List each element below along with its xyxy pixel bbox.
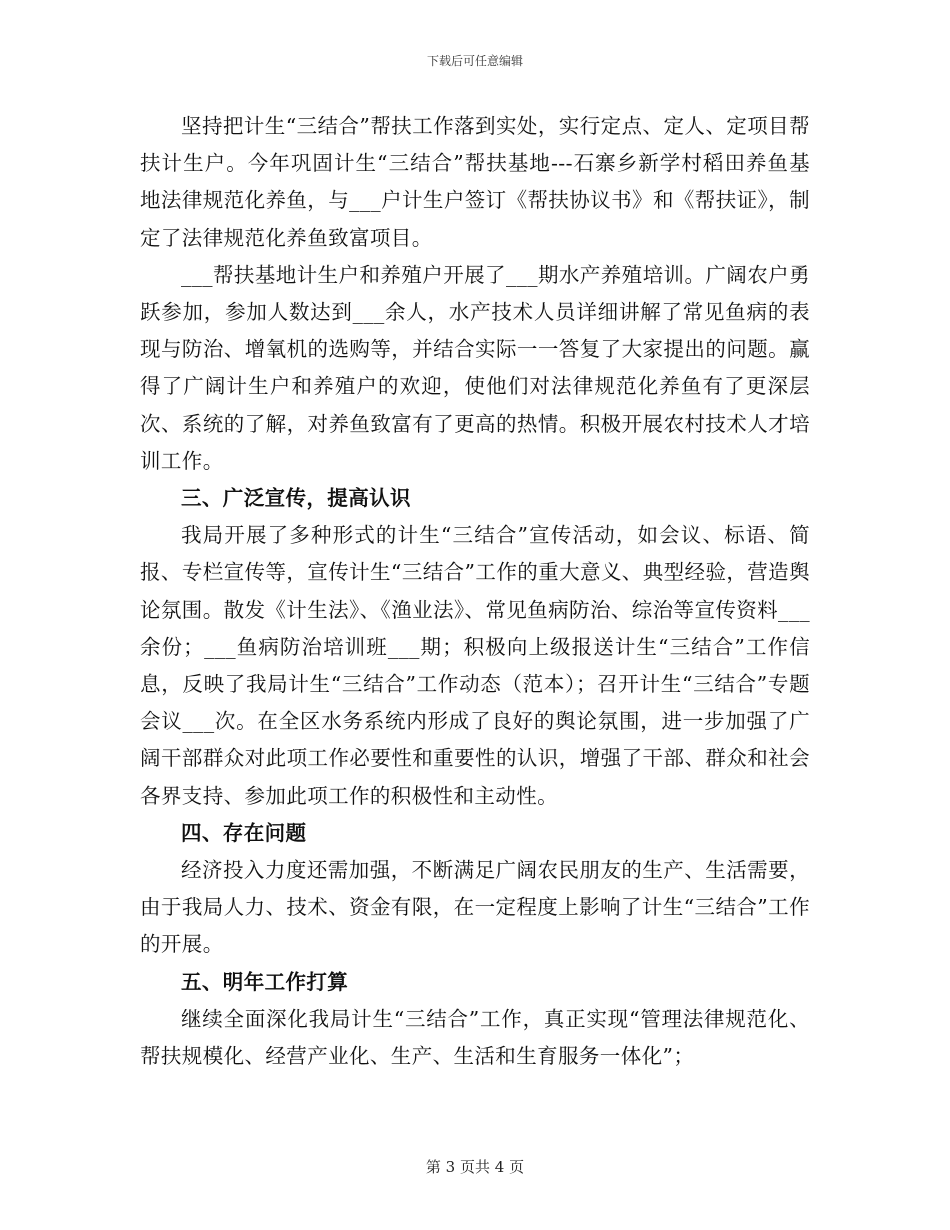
paragraph-next-year: 继续全面深化我局计生“三结合”工作，真正实现“管理法律规范化、帮扶规模化、经营产业化、生产、生活和生育服务一体化”； <box>140 1006 810 1069</box>
section-heading-publicity: 三、广泛宣传，提高认识 <box>181 486 411 511</box>
section-heading-next-year: 五、明年工作打算 <box>181 969 349 994</box>
page-number: 第 3 页共 4 页 <box>425 1158 525 1176</box>
document-body <box>140 108 810 1075</box>
section-heading-problems: 四、存在问题 <box>181 820 307 845</box>
paragraph-support-base: 坚持把计生“三结合”帮扶工作落到实处，实行定点、定人、定项目帮扶计生户。今年巩固计生“三结合”帮扶基地---石寨乡新学村稻田养鱼基地法律规范化养鱼，与___户计生户签订《帮扶协议书》和《帮扶证》，制定了法律规范化养鱼致富项目。 <box>140 114 810 250</box>
paragraph-training: ___帮扶基地计生户和养殖户开展了___期水产养殖培训。广阔农户勇跃参加，参加人数达到___余人，水产技术人员详细讲解了常见鱼病的表现与防治、增氧机的选购等，并结合实际一一答复了大家提出的问题。赢得了广阔计生户和养殖户的欢迎，使他们对法律规范化养鱼有了更深层次、系统的了解，对养鱼致富有了更高的热情。积极开展农村技术人才培训工作。 <box>140 262 810 473</box>
page-header: 下载后可任意编辑 <box>426 54 523 68</box>
paragraph-publicity: 我局开展了多种形式的计生“三结合”宣传活动，如会议、标语、简报、专栏宣传等，宣传计生“三结合”工作的重大意义、典型经验，营造舆论氛围。散发《计生法》、《渔业法》、常见鱼病防治、综治等宣传资料___余份；___鱼病防治培训班___期；积极向上级报送计生“三结合”工作信息，反映了我局计生“三结合”工作动态（范本）；召开计生“三结合”专题会议___次。在全区水务系统内形成了良好的舆论氛围，进一步加强了广阔干部群众对此项工作必要性和重要性的认识，增强了干部、群众和社会各界支持、参加此项工作的积极性和主动性。 <box>140 523 810 808</box>
paragraph-problems: 经济投入力度还需加强，不断满足广阔农民朋友的生产、生活需要，由于我局人力、技术、资金有限，在一定程度上影响了计生“三结合”工作的开展。 <box>140 858 810 957</box>
